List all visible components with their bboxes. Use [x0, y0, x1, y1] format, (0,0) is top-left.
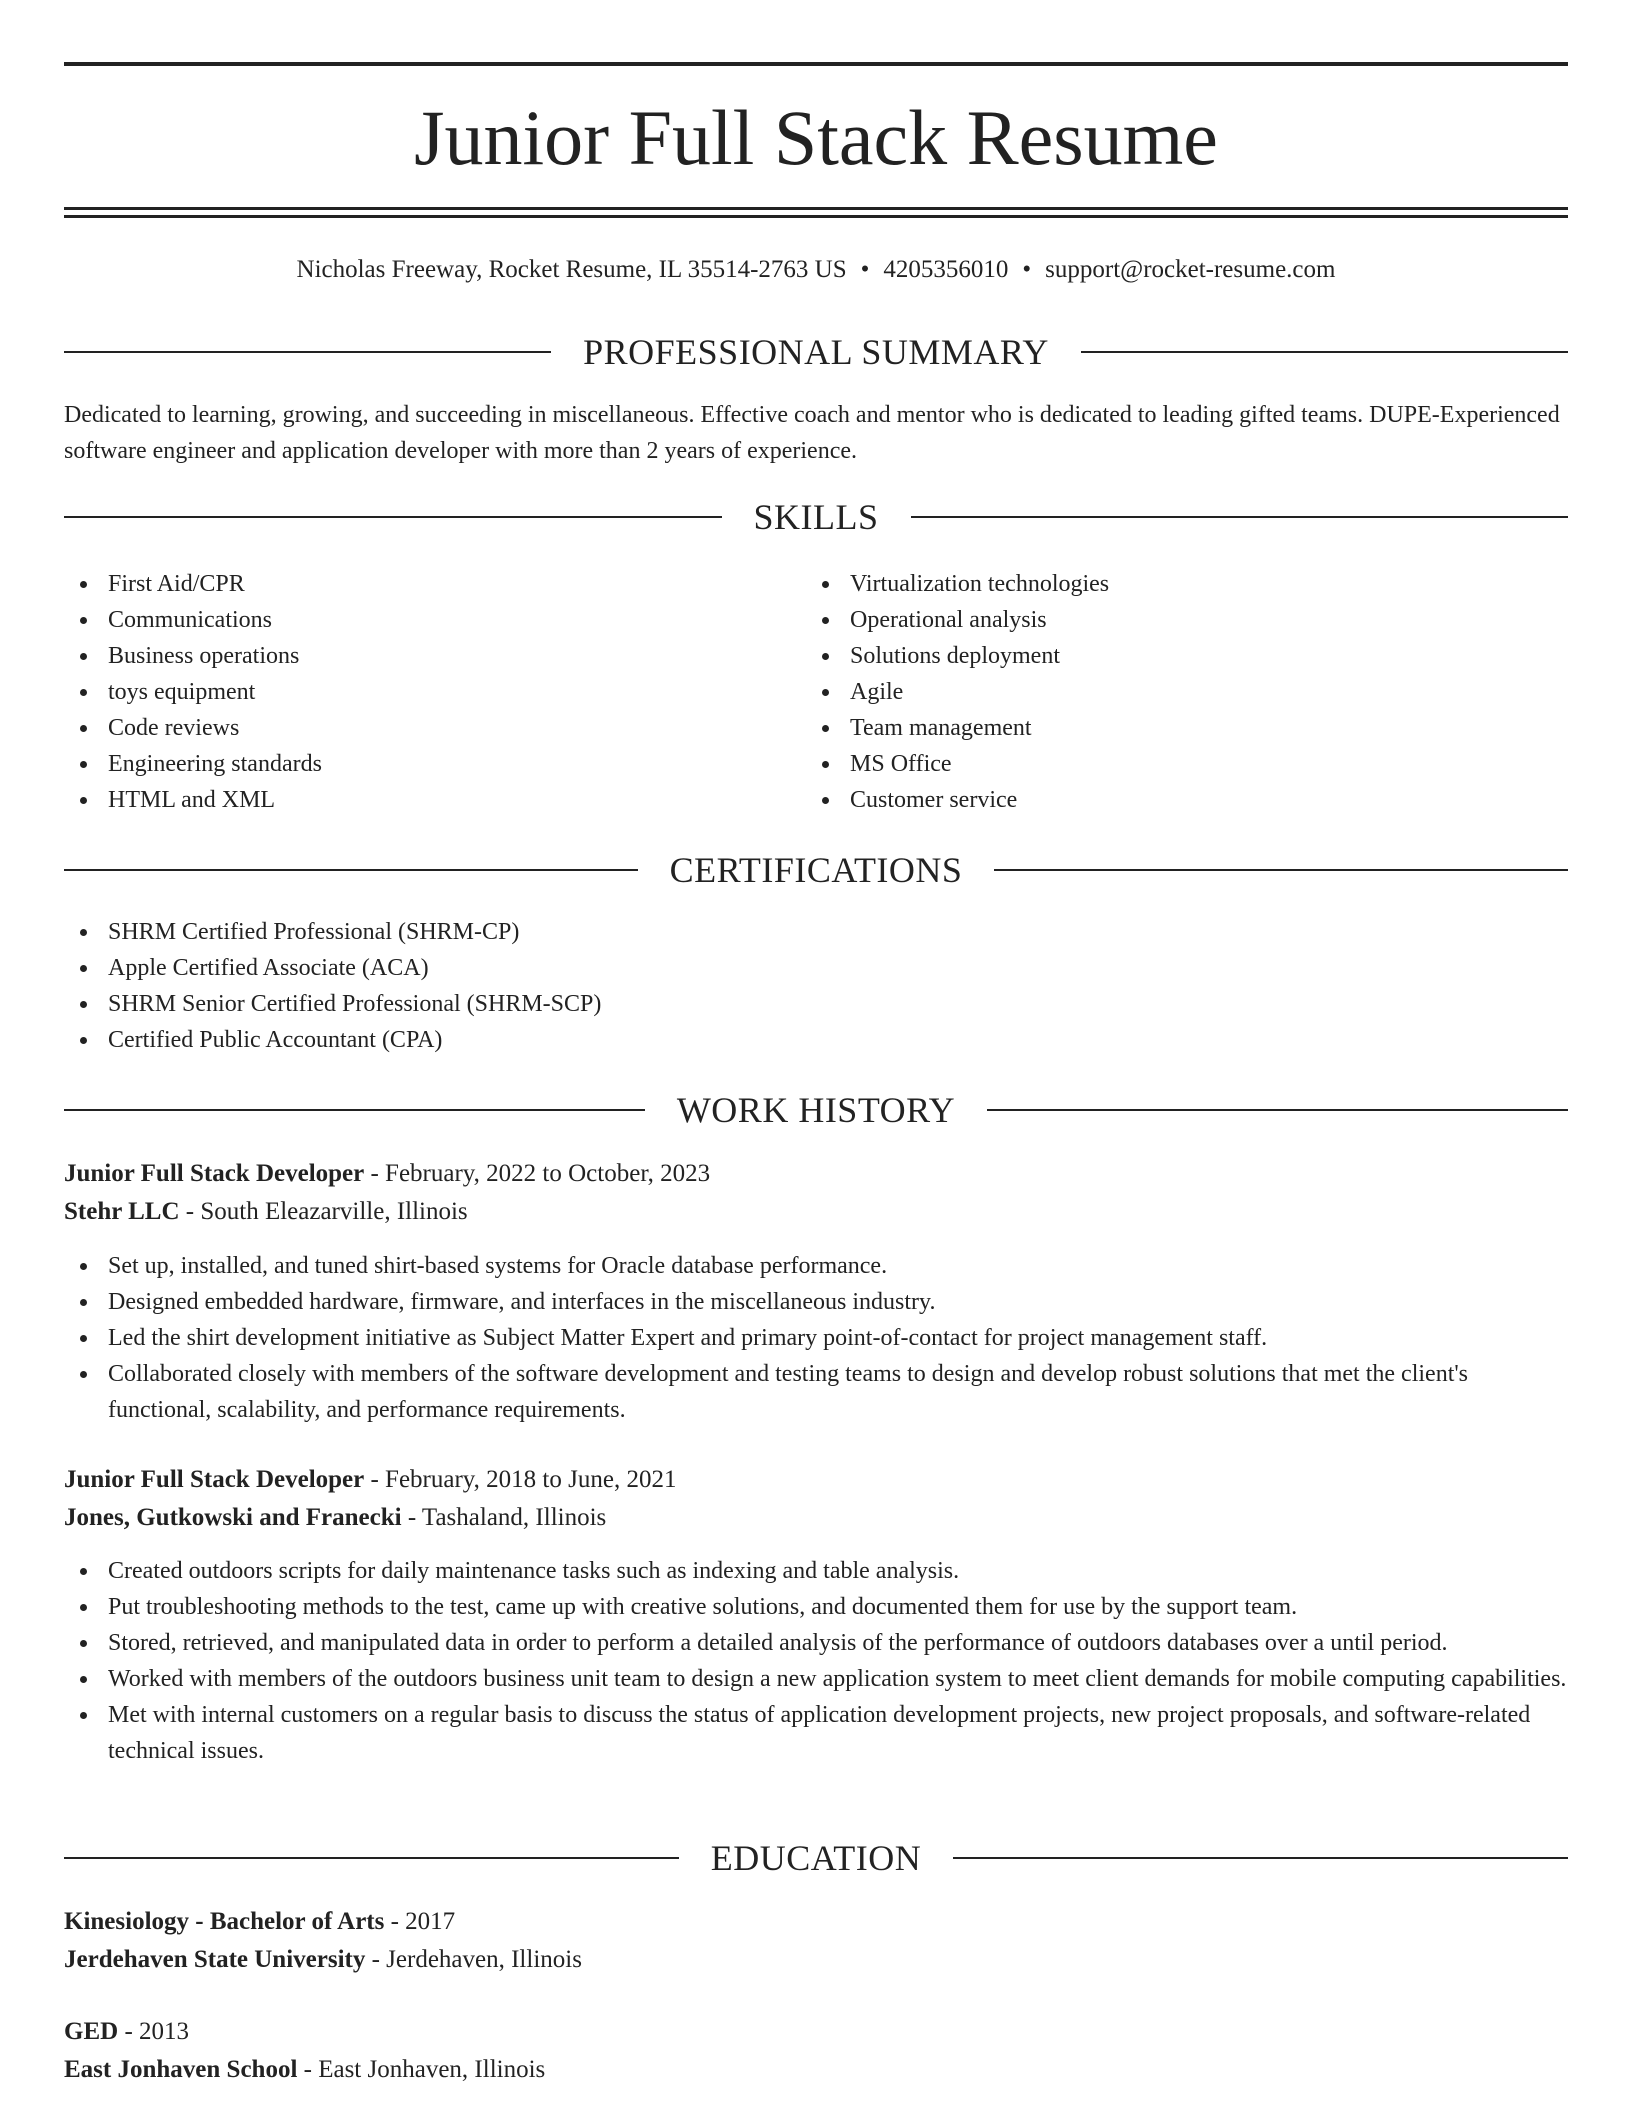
section-rule	[987, 1109, 1568, 1111]
section-header-summary	[64, 330, 1568, 374]
job-bullets	[64, 1248, 1568, 1428]
education-degree-line	[64, 2013, 1568, 2051]
title-double-rule-upper	[64, 207, 1568, 210]
certification-item: Apple Certified Associate (ACA)	[64, 950, 1568, 986]
job-bullet: Collaborated closely with members of the software development and testing teams to design and develop robust solutions that met the client's functional, scalability, and performance requirements.	[64, 1356, 1568, 1428]
education-degree: Kinesiology - Bachelor of Arts	[64, 1908, 385, 1935]
education-year: - 2017	[384, 1908, 456, 1935]
section-title: CERTIFICATIONS	[669, 850, 963, 890]
section-header-certifications	[64, 848, 1568, 892]
contact-email[interactable]: support@rocket-resume.com	[1045, 256, 1336, 283]
resume-title: Junior Full Stack Resume	[414, 94, 1218, 181]
contact-address: Nicholas Freeway, Rocket Resume, IL 35514-2763 US	[296, 256, 847, 283]
section-rule	[64, 869, 638, 871]
skill-item: Agile	[806, 674, 1546, 710]
education-school-line	[64, 2051, 1568, 2089]
education-degree: GED	[64, 2018, 119, 2045]
section-rule	[1081, 351, 1568, 353]
skill-item: Business operations	[64, 638, 804, 674]
section-rule	[64, 1857, 679, 1859]
certification-item: SHRM Certified Professional (SHRM-CP)	[64, 914, 1568, 950]
job-title: Junior Full Stack Developer	[64, 1160, 365, 1187]
skill-item: Code reviews	[64, 710, 804, 746]
job-location: - Tashaland, Illinois	[401, 1504, 607, 1531]
education-school: Jerdehaven State University	[64, 1946, 366, 1973]
section-rule	[911, 516, 1569, 518]
skill-item: toys equipment	[64, 674, 804, 710]
job-bullet: Stored, retrieved, and manipulated data in order to perform a detailed analysis of the performance of outdoors databases over a until period.	[64, 1625, 1568, 1661]
skills-list-right	[806, 566, 1546, 818]
job-bullet: Led the shirt development initiative as Subject Matter Expert and primary point-of-contact for project management staff.	[64, 1320, 1568, 1356]
education-school: East Jonhaven School	[64, 2056, 298, 2083]
job-bullet: Created outdoors scripts for daily maintenance tasks such as indexing and table analysis.	[64, 1553, 1568, 1589]
skill-item: Solutions deployment	[806, 638, 1546, 674]
certification-item: Certified Public Accountant (CPA)	[64, 1022, 1568, 1058]
skill-item: Communications	[64, 602, 804, 638]
job-company: Stehr LLC	[64, 1198, 180, 1225]
section-title: WORK HISTORY	[676, 1090, 956, 1130]
title-double-rule-lower	[64, 215, 1568, 218]
job-dates: - February, 2018 to June, 2021	[364, 1466, 677, 1493]
skill-item: Virtualization technologies	[806, 566, 1546, 602]
section-rule	[953, 1857, 1568, 1859]
skill-item: First Aid/CPR	[64, 566, 804, 602]
education-school-line	[64, 1941, 1568, 1979]
skill-item: HTML and XML	[64, 782, 804, 818]
job-company-line	[64, 1499, 1568, 1537]
top-rule	[64, 62, 1568, 66]
job-bullet: Put troubleshooting methods to the test, came up with creative solutions, and documented them for use by the support team.	[64, 1589, 1568, 1625]
section-rule	[994, 869, 1568, 871]
job-title: Junior Full Stack Developer	[64, 1466, 365, 1493]
job-bullet: Set up, installed, and tuned shirt-based systems for Oracle database performance.	[64, 1248, 1568, 1284]
certifications-list	[64, 914, 1568, 1058]
certification-item: SHRM Senior Certified Professional (SHRM-SCP)	[64, 986, 1568, 1022]
skill-item: Team management	[806, 710, 1546, 746]
skill-item: Operational analysis	[806, 602, 1546, 638]
education-location: - East Jonhaven, Illinois	[297, 2056, 546, 2083]
skills-list-left	[64, 566, 804, 818]
section-rule	[64, 351, 551, 353]
section-title: PROFESSIONAL SUMMARY	[583, 332, 1049, 372]
job-dates: - February, 2022 to October, 2023	[364, 1160, 711, 1187]
contact-line	[64, 254, 1568, 286]
job-title-line	[64, 1155, 1568, 1193]
section-title: SKILLS	[753, 497, 879, 537]
job-bullet: Worked with members of the outdoors business unit team to design a new application system to meet client demands for mobile computing capabilities.	[64, 1661, 1568, 1697]
education-location: - Jerdehaven, Illinois	[365, 1946, 582, 1973]
education-year: - 2013	[118, 2018, 190, 2045]
job-bullet: Designed embedded hardware, firmware, and interfaces in the miscellaneous industry.	[64, 1284, 1568, 1320]
job-company: Jones, Gutkowski and Franecki	[64, 1504, 402, 1531]
section-rule	[64, 1109, 645, 1111]
skill-item: MS Office	[806, 746, 1546, 782]
education-degree-line	[64, 1903, 1568, 1941]
contact-separator: •	[1022, 256, 1032, 283]
job-company-line	[64, 1193, 1568, 1231]
section-title: EDUCATION	[710, 1838, 922, 1878]
skill-item: Customer service	[806, 782, 1546, 818]
section-header-skills	[64, 495, 1568, 539]
contact-phone: 4205356010	[883, 256, 1009, 283]
section-rule	[64, 516, 722, 518]
section-header-work-history	[64, 1088, 1568, 1132]
contact-separator: •	[860, 256, 870, 283]
summary-text: Dedicated to learning, growing, and succeeding in miscellaneous. Effective coach and mentor who is dedicated to leading gifted teams. DUPE-Experienced software engineer and application developer with more than 2 years of experience.	[64, 402, 1560, 464]
job-bullets	[64, 1553, 1568, 1769]
skill-item: Engineering standards	[64, 746, 804, 782]
job-location: - South Eleazarville, Illinois	[179, 1198, 468, 1225]
job-bullet: Met with internal customers on a regular basis to discuss the status of application development projects, new project proposals, and software-related technical issues.	[64, 1697, 1568, 1769]
job-title-line	[64, 1461, 1568, 1499]
section-header-education	[64, 1836, 1568, 1880]
